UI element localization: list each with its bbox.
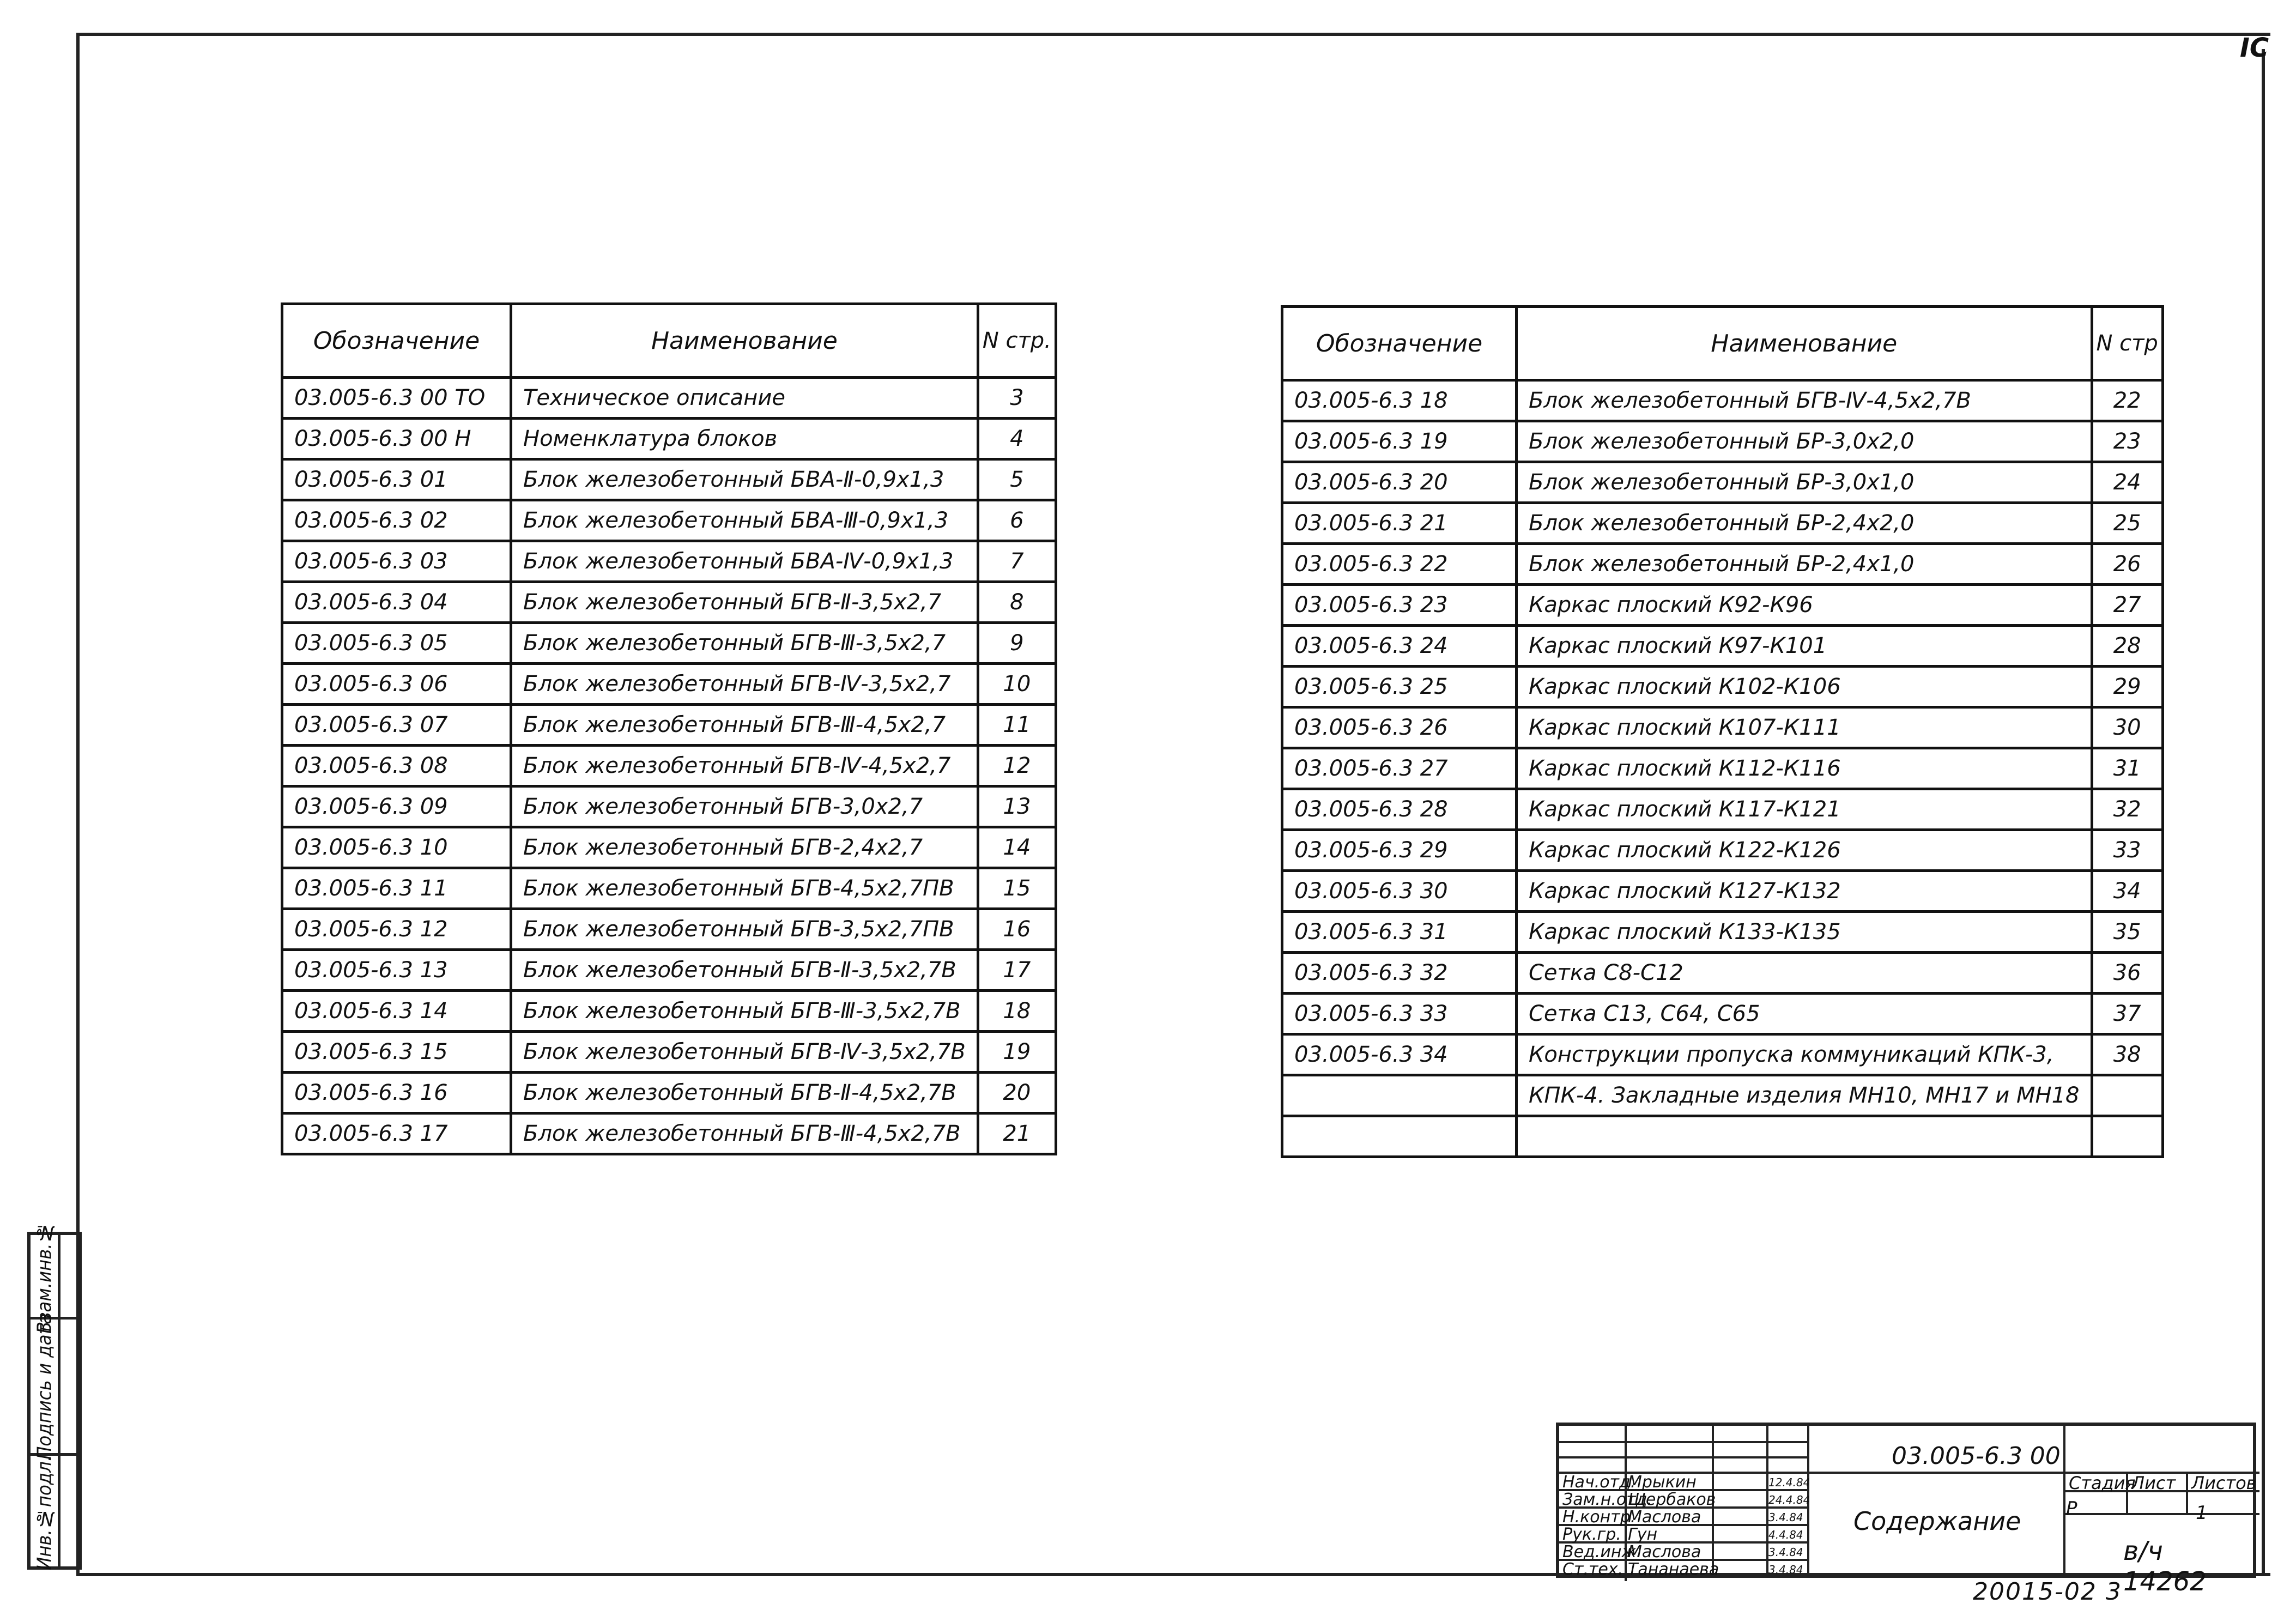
cell-page: 18 (978, 991, 1056, 1032)
cell-name: Блок железобетонный БВА-Ⅱ-0,9x1,3 (511, 459, 978, 500)
table-row (1282, 544, 2163, 585)
cell-page: 26 (2092, 544, 2162, 585)
cell-name: Блок железобетонный БГВ-2,4x2,7 (511, 827, 978, 868)
signature-role: Н.контр. (1562, 1508, 1636, 1527)
cell-page: 20 (978, 1073, 1056, 1113)
table-row (282, 909, 1056, 950)
cell-designation: 03.005-6.3 26 (1282, 707, 1517, 748)
table-row (1282, 585, 2163, 626)
cell-designation: 03.005-6.3 11 (282, 868, 511, 909)
cell-name: Конструкции пропуска коммуникаций КПК-3, (1517, 1034, 2092, 1075)
cell-designation: 03.005-6.3 31 (1282, 912, 1517, 953)
table-row (1282, 1034, 2163, 1075)
table-row (1282, 953, 2163, 994)
signature-date: 12.4.84 (1768, 1476, 1810, 1489)
cell-page: 28 (2092, 626, 2162, 667)
cell-name: Каркас плоский К122-К126 (1517, 830, 2092, 871)
cell-designation: 03.005-6.3 02 (282, 500, 511, 541)
cell-designation: 03.005-6.3 24 (1282, 626, 1517, 667)
sheet-number: 20015-02 3 (1973, 1578, 2122, 1606)
cell-page: 36 (2092, 953, 2162, 994)
cell-designation: 03.005-6.3 00 ТО (282, 378, 511, 419)
table-header-row (282, 304, 1056, 378)
cell-name: Каркас плоский К117-К121 (1517, 789, 2092, 830)
cell-page: 25 (2092, 503, 2162, 544)
cell-name: Блок железобетонный БР-2,4x2,0 (1517, 503, 2092, 544)
cell-designation: 03.005-6.3 13 (282, 950, 511, 991)
table-row (282, 1032, 1056, 1073)
sheets-header: Листов (2191, 1473, 2257, 1493)
cell-designation: 03.005-6.3 28 (1282, 789, 1517, 830)
cell-page: 32 (2092, 789, 2162, 830)
side-stamp-strip (27, 1221, 82, 1571)
table-row (282, 746, 1056, 786)
table-row (1282, 462, 2163, 503)
table-row (1282, 421, 2163, 462)
cell-page: 30 (2092, 707, 2162, 748)
signature-date: 24.4.84 (1768, 1493, 1810, 1506)
cell-designation: 03.005-6.3 32 (1282, 953, 1517, 994)
cell-name: Блок железобетонный БГВ-Ⅳ-4,5x2,7В (1517, 380, 2092, 421)
cell-designation: 03.005-6.3 19 (1282, 421, 1517, 462)
col-header-name: Наименование (1517, 307, 2092, 380)
table-row (1282, 667, 2163, 707)
stage-value: Р (2066, 1498, 2077, 1520)
table-row (1282, 789, 2163, 830)
cell-page: 12 (978, 746, 1056, 786)
cell-name: Блок железобетонный БГВ-Ⅱ-4,5x2,7В (511, 1073, 978, 1113)
col-header-designation: Обозначение (282, 304, 511, 378)
table-row (1282, 871, 2163, 912)
sheet-header: Лист (2131, 1473, 2176, 1493)
cell-designation: 03.005-6.3 25 (1282, 667, 1517, 707)
cell-name: Блок железобетонный БГВ-4,5x2,7ПВ (511, 868, 978, 909)
table-row (282, 991, 1056, 1032)
doc-code: 03.005-6.3 00 (1892, 1442, 2061, 1470)
table-row (1282, 912, 2163, 953)
cell-designation: 03.005-6.3 08 (282, 746, 511, 786)
cell-designation (1282, 1116, 1517, 1157)
cell-name: Каркас плоский К107-К111 (1517, 707, 2092, 748)
cell-page: 22 (2092, 380, 2162, 421)
cell-page (2092, 1116, 2162, 1157)
table-row (1282, 830, 2163, 871)
signature-role: Вед.инж. (1562, 1542, 1641, 1562)
table-row (282, 459, 1056, 500)
cell-page: 4 (978, 419, 1056, 459)
table-row (282, 419, 1056, 459)
cell-designation: 03.005-6.3 12 (282, 909, 511, 950)
cell-name: Блок железобетонный БВА-Ⅳ-0,9x1,3 (511, 541, 978, 582)
cell-page: 17 (978, 950, 1056, 991)
cell-name: Блок железобетонный БГВ-Ⅳ-3,5x2,7 (511, 664, 978, 705)
cell-name: Каркас плоский К127-К132 (1517, 871, 2092, 912)
cell-name: Сетка С13, С64, С65 (1517, 994, 2092, 1034)
cell-page: 37 (2092, 994, 2162, 1034)
signature-name: Маслова (1628, 1542, 1701, 1562)
cell-name: Техническое описание (511, 378, 978, 419)
frame-right-edge (2262, 49, 2265, 1575)
cell-name: Блок железобетонный БГВ-Ⅲ-3,5x2,7В (511, 991, 978, 1032)
cell-designation: 03.005-6.3 01 (282, 459, 511, 500)
cell-page: 19 (978, 1032, 1056, 1073)
cell-name: Сетка С8-С12 (1517, 953, 2092, 994)
col-header-designation: Обозначение (1282, 307, 1517, 380)
cell-page: 9 (978, 623, 1056, 664)
cell-designation: 03.005-6.3 10 (282, 827, 511, 868)
table-row (282, 827, 1056, 868)
cell-name: Блок железобетонный БГВ-Ⅱ-3,5x2,7В (511, 950, 978, 991)
signature-name: Гун (1628, 1525, 1658, 1544)
side-label-replace: Взам.инв.№ (33, 1221, 56, 1334)
cell-designation (1282, 1075, 1517, 1116)
table-row (282, 705, 1056, 746)
corner-mark: ⅠC (2240, 33, 2269, 63)
organization: в/ч 14262 (2123, 1536, 2207, 1597)
table-header-row (1282, 307, 2163, 380)
cell-designation: 03.005-6.3 21 (1282, 503, 1517, 544)
cell-page: 23 (2092, 421, 2162, 462)
stage-header: Стадия (2069, 1473, 2136, 1493)
cell-designation: 03.005-6.3 23 (1282, 585, 1517, 626)
cell-name: Блок железобетонный БГВ-Ⅲ-4,5x2,7 (511, 705, 978, 746)
cell-name: КПК-4. Закладные изделия МН10, МН17 и МН18 (1517, 1075, 2092, 1116)
cell-page: 14 (978, 827, 1056, 868)
doc-title: Содержание (1853, 1506, 2021, 1536)
side-label-inv: Инв.№подл. (33, 1455, 56, 1571)
cell-page: 8 (978, 582, 1056, 623)
cell-page: 13 (978, 786, 1056, 827)
cell-name (1517, 1116, 2092, 1157)
cell-name: Каркас плоский К133-К135 (1517, 912, 2092, 953)
cell-designation: 03.005-6.3 07 (282, 705, 511, 746)
cell-designation: 03.005-6.3 17 (282, 1113, 511, 1154)
cell-designation: 03.005-6.3 16 (282, 1073, 511, 1113)
signature-role: Ст.тех. (1562, 1560, 1623, 1579)
cell-name: Блок железобетонный БГВ-Ⅱ-3,5x2,7 (511, 582, 978, 623)
cell-page: 11 (978, 705, 1056, 746)
col-header-name: Наименование (511, 304, 978, 378)
cell-name: Блок железобетонный БГВ-Ⅳ-4,5x2,7 (511, 746, 978, 786)
table-row (1282, 994, 2163, 1034)
table-row (282, 378, 1056, 419)
cell-page: 31 (2092, 748, 2162, 789)
side-label-sign: Подпись и дата (33, 1313, 56, 1460)
cell-designation: 03.005-6.3 05 (282, 623, 511, 664)
contents-table-right (1281, 305, 2164, 1158)
table-row (1282, 380, 2163, 421)
cell-name: Каркас плоский К102-К106 (1517, 667, 2092, 707)
cell-page: 29 (2092, 667, 2162, 707)
cell-designation: 03.005-6.3 33 (1282, 994, 1517, 1034)
signature-name: Тананаева (1628, 1560, 1719, 1579)
cell-designation: 03.005-6.3 29 (1282, 830, 1517, 871)
cell-name: Блок железобетонный БВА-Ⅲ-0,9x1,3 (511, 500, 978, 541)
table-row (282, 1073, 1056, 1113)
cell-page: 3 (978, 378, 1056, 419)
table-row (1282, 503, 2163, 544)
table-row (1282, 626, 2163, 667)
cell-page: 5 (978, 459, 1056, 500)
cell-page: 35 (2092, 912, 2162, 953)
cell-designation: 03.005-6.3 00 Н (282, 419, 511, 459)
cell-page: 38 (2092, 1034, 2162, 1075)
table-row (282, 786, 1056, 827)
cell-page: 24 (2092, 462, 2162, 503)
table-row (282, 582, 1056, 623)
table-row (282, 868, 1056, 909)
cell-name: Блок железобетонный БГВ-3,5x2,7ПВ (511, 909, 978, 950)
signature-name: Маслова (1628, 1508, 1701, 1527)
cell-name: Номенклатура блоков (511, 419, 978, 459)
cell-page: 7 (978, 541, 1056, 582)
cell-page: 10 (978, 664, 1056, 705)
cell-name: Блок железобетонный БР-3,0x1,0 (1517, 462, 2092, 503)
cell-designation: 03.005-6.3 30 (1282, 871, 1517, 912)
table-row (282, 1113, 1056, 1154)
cell-page: 16 (978, 909, 1056, 950)
cell-name: Блок железобетонный БР-2,4x1,0 (1517, 544, 2092, 585)
signature-role: Рук.гр. (1562, 1525, 1621, 1544)
cell-name: Блок железобетонный БР-3,0x2,0 (1517, 421, 2092, 462)
signature-name: Мрыкин (1628, 1473, 1697, 1492)
cell-name: Блок железобетонный БГВ-Ⅲ-4,5x2,7В (511, 1113, 978, 1154)
cell-name: Каркас плоский К97-К101 (1517, 626, 2092, 667)
table-row (282, 500, 1056, 541)
cell-designation: 03.005-6.3 22 (1282, 544, 1517, 585)
cell-name: Каркас плоский К112-К116 (1517, 748, 2092, 789)
cell-name: Блок железобетонный БГВ-Ⅳ-3,5x2,7В (511, 1032, 978, 1073)
col-header-page: N стр (2092, 307, 2162, 380)
signature-date: 4.4.84 (1768, 1528, 1803, 1541)
cell-designation: 03.005-6.3 04 (282, 582, 511, 623)
col-header-page: N стр. (978, 304, 1056, 378)
signature-date: 3.4.84 (1768, 1546, 1803, 1559)
table-row (282, 664, 1056, 705)
table-row (282, 541, 1056, 582)
cell-page: 15 (978, 868, 1056, 909)
cell-designation: 03.005-6.3 27 (1282, 748, 1517, 789)
table-row (1282, 748, 2163, 789)
signature-role: Нач.отд. (1562, 1473, 1636, 1492)
cell-page (2092, 1075, 2162, 1116)
signature-name: Щербаков (1628, 1490, 1716, 1509)
cell-name: Каркас плоский К92-К96 (1517, 585, 2092, 626)
cell-designation: 03.005-6.3 20 (1282, 462, 1517, 503)
signature-date: 3.4.84 (1768, 1563, 1803, 1576)
cell-designation: 03.005-6.3 18 (1282, 380, 1517, 421)
sheets-value: 1 (2196, 1502, 2208, 1524)
signature-role: Зам.н.отд. (1562, 1490, 1653, 1509)
table-row (1282, 707, 2163, 748)
cell-designation: 03.005-6.3 09 (282, 786, 511, 827)
table-row (282, 950, 1056, 991)
cell-page: 21 (978, 1113, 1056, 1154)
signature-date: 3.4.84 (1768, 1511, 1803, 1524)
cell-page: 33 (2092, 830, 2162, 871)
table-row (1282, 1075, 2163, 1116)
table-row (282, 623, 1056, 664)
table-row (1282, 1116, 2163, 1157)
cell-page: 27 (2092, 585, 2162, 626)
cell-designation: 03.005-6.3 34 (1282, 1034, 1517, 1075)
contents-table-left (281, 302, 1057, 1155)
cell-page: 6 (978, 500, 1056, 541)
cell-designation: 03.005-6.3 06 (282, 664, 511, 705)
cell-designation: 03.005-6.3 03 (282, 541, 511, 582)
cell-designation: 03.005-6.3 14 (282, 991, 511, 1032)
cell-name: Блок железобетонный БГВ-Ⅲ-3,5x2,7 (511, 623, 978, 664)
cell-designation: 03.005-6.3 15 (282, 1032, 511, 1073)
cell-page: 34 (2092, 871, 2162, 912)
cell-name: Блок железобетонный БГВ-3,0x2,7 (511, 786, 978, 827)
